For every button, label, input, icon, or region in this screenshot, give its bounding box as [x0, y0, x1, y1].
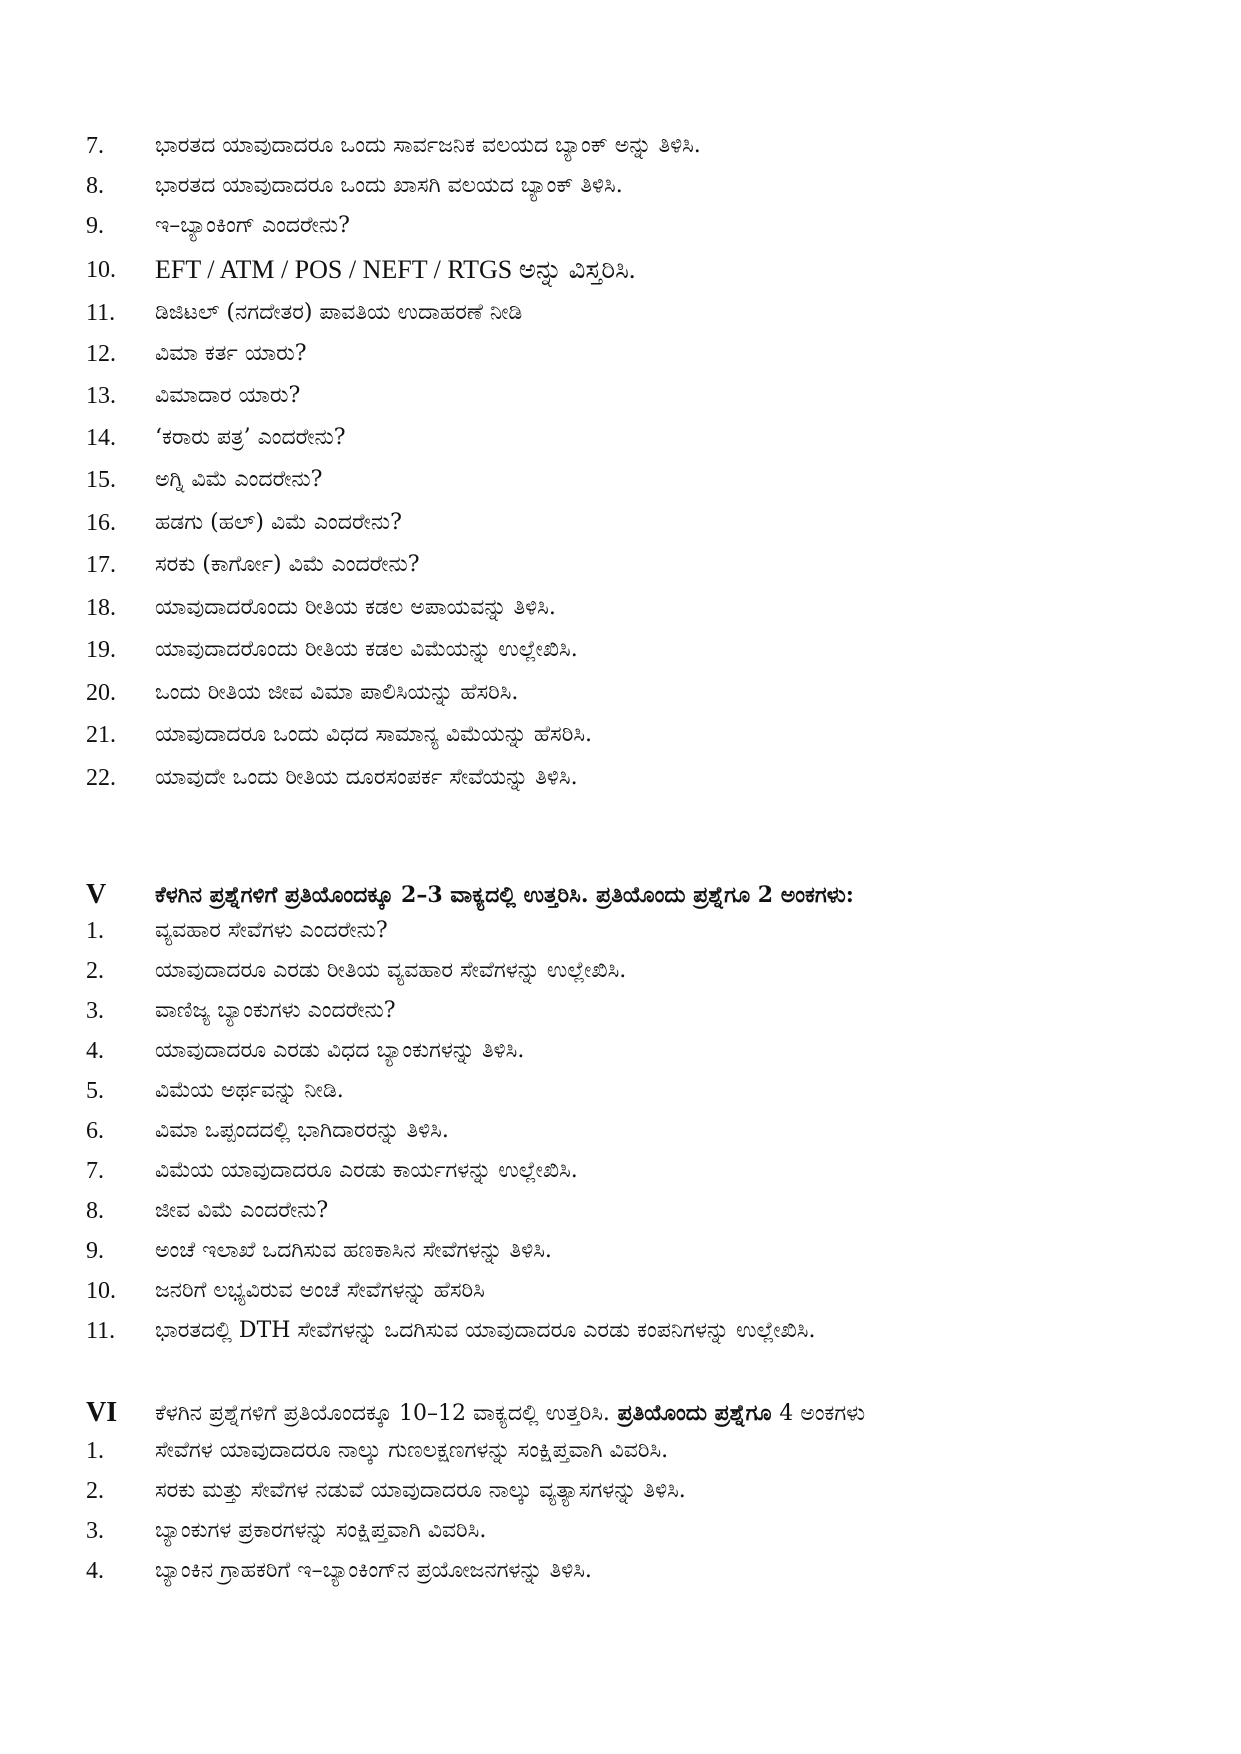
item-text: ಜನರಿಗೆ ಲಭ್ಯವಿರುವ ಅಂಚೆ ಸೇವೆಗಳನ್ನು ಹೆಸರಿಸಿ [155, 1278, 485, 1303]
item-text: ಯಾವುದಾದರೊಂದು ರೀತಿಯ ಕಡಲ ಅಪಾಯವನ್ನು ತಿಳಿಸಿ. [155, 595, 556, 620]
item-number: 10. [86, 1278, 116, 1304]
item-text: ಭಾರತದ ಯಾವುದಾದರೂ ಒಂದು ಖಾಸಗಿ ವಲಯದ ಬ್ಯಾಂಕ್ ತಿಳಿಸಿ. [155, 173, 623, 198]
item-number: 10. [86, 257, 116, 283]
list-item [0, 1071, 1241, 1111]
item-text: ಯಾವುದೇ ಒಂದು ರೀತಿಯ ದೂರಸಂಪರ್ಕ ಸೇವೆಯನ್ನು ತಿಳಿಸಿ. [155, 765, 578, 790]
item-number: 8. [86, 173, 104, 199]
item-number: 5. [86, 1078, 104, 1104]
list-item [0, 1031, 1241, 1071]
item-text: ವಿಮಾ ಕರ್ತ ಯಾರು? [155, 341, 307, 366]
item-number: 1. [86, 1438, 104, 1464]
item-number: 11. [86, 1318, 116, 1344]
item-number: 19. [86, 637, 116, 663]
instruction-marks: 4 ಅಂಕಗಳು [779, 1401, 866, 1426]
item-text: ಯಾವುದಾದರೂ ಎರಡು ವಿಧದ ಬ್ಯಾಂಕುಗಳನ್ನು ತಿಳಿಸಿ. [155, 1038, 525, 1063]
item-text: ಯಾವುದಾದರೂ ಒಂದು ವಿಧದ ಸಾಮಾನ್ಯ ವಿಮೆಯನ್ನು ಹೆಸರಿಸಿ. [155, 722, 592, 747]
item-text: ಸೇವೆಗಳ ಯಾವುದಾದರೂ ನಾಲ್ಕು ಗುಣಲಕ್ಷಣಗಳನ್ನು ಸಂಕ್ಷಿಪ್ತವಾಗಿ ವಿವರಿಸಿ. [155, 1438, 669, 1463]
list-item [0, 1551, 1241, 1591]
item-number: 2. [86, 1478, 104, 1504]
item-number: 18. [86, 595, 116, 621]
item-number: 13. [86, 383, 116, 409]
item-text: ಅಂಚೆ ಇಲಾಖೆ ಒದಗಿಸುವ ಹಣಕಾಸಿನ ಸೇವೆಗಳನ್ನು ತಿಳಿಸಿ. [155, 1238, 552, 1263]
list-item [0, 588, 1241, 628]
section-heading [0, 1393, 1241, 1433]
item-text: ಸರಕು (ಕಾರ್ಗೋ) ವಿಮೆ ಎಂದರೇನು? [155, 552, 420, 577]
list-item [0, 376, 1241, 416]
list-item [0, 1191, 1241, 1231]
item-text: ವಿಮೆಯ ಅರ್ಥವನ್ನು ನೀಡಿ. [155, 1078, 344, 1103]
list-item [0, 1311, 1241, 1351]
list-item [0, 293, 1241, 333]
item-number: 3. [86, 1518, 104, 1544]
item-text: ಜೀವ ವಿಮೆ ಎಂದರೇನು? [155, 1198, 329, 1223]
section-number: V [86, 879, 107, 910]
item-text: ಇ–ಬ್ಯಾಂಕಿಂಗ್ ಎಂದರೇನು? [155, 213, 350, 238]
item-number: 3. [86, 998, 104, 1024]
item-number: 11. [86, 300, 116, 326]
item-number: 8. [86, 1198, 104, 1224]
item-text: ಅಗ್ನಿ ವಿಮೆ ಎಂದರೇನು? [155, 467, 323, 492]
list-item [0, 460, 1241, 500]
item-number: 7. [86, 1158, 104, 1184]
list-item [0, 1271, 1241, 1311]
item-text: ಡಿಜಿಟಲ್ (ನಗದೇತರ) ಪಾವತಿಯ ಉದಾಹರಣೆ ನೀಡಿ [155, 300, 523, 325]
list-item [0, 503, 1241, 543]
item-number: 9. [86, 1238, 104, 1264]
list-item [0, 715, 1241, 755]
section-heading [0, 875, 1241, 915]
list-item [0, 545, 1241, 585]
item-text: ಯಾವುದಾದರೊಂದು ರೀತಿಯ ಕಡಲ ವಿಮೆಯನ್ನು ಉಲ್ಲೇಖಿಸಿ. [155, 637, 578, 662]
list-item [0, 951, 1241, 991]
list-item [0, 206, 1241, 246]
item-number: 6. [86, 1118, 104, 1144]
list-item [0, 166, 1241, 206]
list-item [0, 1231, 1241, 1271]
item-text: ವಿಮಾ ಒಪ್ಪಂದದಲ್ಲಿ ಭಾಗಿದಾರರನ್ನು ತಿಳಿಸಿ. [155, 1118, 449, 1143]
item-text: ಹಡಗು (ಹಲ್) ವಿಮೆ ಎಂದರೇನು? [155, 510, 402, 535]
list-item [0, 1431, 1241, 1471]
list-item [0, 250, 1241, 290]
instruction-emphasis: ಪ್ರತಿಯೊಂದು ಪ್ರಶ್ನೆಗೂ [617, 1400, 772, 1426]
list-item [0, 1511, 1241, 1551]
item-text: ಭಾರತದ ಯಾವುದಾದರೂ ಒಂದು ಸಾರ್ವಜನಿಕ ವಲಯದ ಬ್ಯಾಂಕ್ ಅನ್ನು ತಿಳಿಸಿ. [155, 133, 701, 158]
item-text: ‘ಕರಾರು ಪತ್ರ’ ಎಂದರೇನು? [155, 425, 346, 450]
item-number: 7. [86, 133, 104, 159]
item-number: 2. [86, 958, 104, 984]
item-text: ಭಾರತದಲ್ಲಿ DTH ಸೇವೆಗಳನ್ನು ಒದಗಿಸುವ ಯಾವುದಾದರೂ ಎರಡು ಕಂಪನಿಗಳನ್ನು ಉಲ್ಲೇಖಿಸಿ. [155, 1318, 816, 1343]
item-text: ವ್ಯವಹಾರ ಸೇವೆಗಳು ಎಂದರೇನು? [155, 918, 388, 943]
item-text: ವಾಣಿಜ್ಯ ಬ್ಯಾಂಕುಗಳು ಎಂದರೇನು? [155, 998, 396, 1023]
item-number: 17. [86, 552, 116, 578]
item-number: 21. [86, 722, 116, 748]
list-item [0, 334, 1241, 374]
item-number: 15. [86, 467, 116, 493]
instruction-part: ಕೆಳಗಿನ ಪ್ರಶ್ನೆಗಳಿಗೆ ಪ್ರತಿಯೊಂದಕ್ಕೂ 10–12 ವಾಕ್ಯದಲ್ಲಿ ಉತ್ತರಿಸಿ. [155, 1401, 610, 1426]
list-item [0, 418, 1241, 458]
item-number: 12. [86, 341, 116, 367]
item-text: EFT / ATM / POS / NEFT / RTGS ಅನ್ನು ವಿಸ್ತರಿಸಿ. [155, 255, 636, 284]
section-instruction [155, 1393, 1211, 1434]
list-item [0, 1151, 1241, 1191]
section-instruction: ಕೆಳಗಿನ ಪ್ರಶ್ನೆಗಳಿಗೆ ಪ್ರತಿಯೊಂದಕ್ಕೂ 2–3 ವಾಕ್ಯದಲ್ಲಿ ಉತ್ತರಿಸಿ. ಪ್ರತಿಯೊಂದು ಪ್ರಶ್ನೆಗೂ 2 ಅಂಕಗಳು: [155, 882, 854, 908]
item-text: ಯಾವುದಾದರೂ ಎರಡು ರೀತಿಯ ವ್ಯವಹಾರ ಸೇವೆಗಳನ್ನು ಉಲ್ಲೇಖಿಸಿ. [155, 958, 627, 983]
list-item [0, 911, 1241, 951]
item-number: 4. [86, 1038, 104, 1064]
list-item [0, 758, 1241, 798]
list-item [0, 991, 1241, 1031]
section-number: VI [86, 1397, 118, 1428]
item-number: 22. [86, 765, 116, 791]
item-text: ಬ್ಯಾಂಕುಗಳ ಪ್ರಕಾರಗಳನ್ನು ಸಂಕ್ಷಿಪ್ತವಾಗಿ ವಿವರಿಸಿ. [155, 1518, 487, 1543]
item-text: ಸರಕು ಮತ್ತು ಸೇವೆಗಳ ನಡುವೆ ಯಾವುದಾದರೂ ನಾಲ್ಕು ವ್ಯತ್ಯಾಸಗಳನ್ನು ತಿಳಿಸಿ. [155, 1478, 686, 1503]
item-number: 4. [86, 1558, 104, 1584]
item-text: ವಿಮೆಯ ಯಾವುದಾದರೂ ಎರಡು ಕಾರ್ಯಗಳನ್ನು ಉಲ್ಲೇಖಿಸಿ. [155, 1158, 578, 1183]
item-text: ವಿಮಾದಾರ ಯಾರು? [155, 383, 301, 408]
item-number: 14. [86, 425, 116, 451]
item-number: 9. [86, 213, 104, 239]
item-number: 16. [86, 510, 116, 536]
item-text: ಬ್ಯಾಂಕಿನ ಗ್ರಾಹಕರಿಗೆ ಇ–ಬ್ಯಾಂಕಿಂಗ್‌ನ ಪ್ರಯೋಜನಗಳನ್ನು ತಿಳಿಸಿ. [155, 1558, 592, 1583]
list-item [0, 1471, 1241, 1511]
list-item [0, 630, 1241, 670]
list-item [0, 126, 1241, 166]
item-number: 1. [86, 918, 104, 944]
item-number: 20. [86, 680, 116, 706]
list-item [0, 673, 1241, 713]
item-text: ಒಂದು ರೀತಿಯ ಜೀವ ವಿಮಾ ಪಾಲಿಸಿಯನ್ನು ಹೆಸರಿಸಿ. [155, 680, 519, 705]
list-item [0, 1111, 1241, 1151]
